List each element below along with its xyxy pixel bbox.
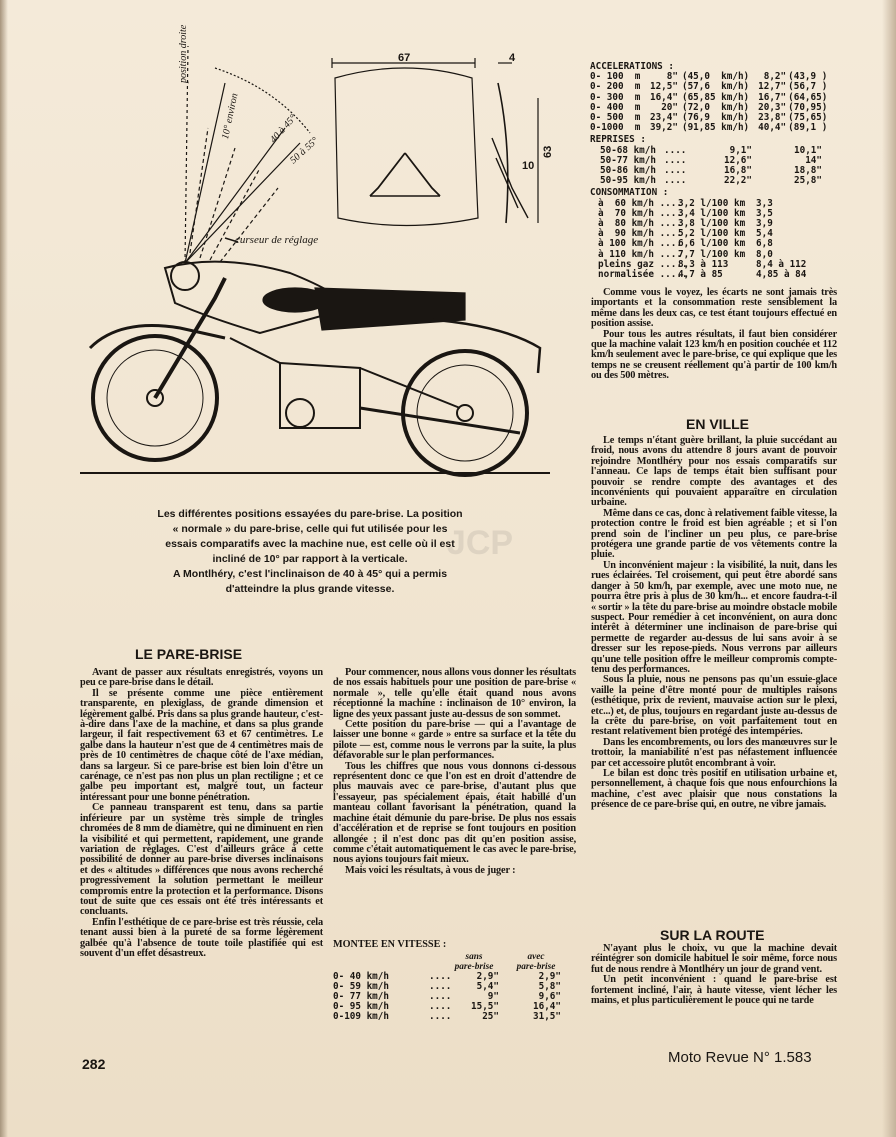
cell: 16,4": [649, 91, 678, 103]
cell: 9,6": [538, 990, 561, 1002]
results-tables: [590, 62, 842, 280]
paragraph: Un petit inconvénient : quand le pare-brise est fortement incliné, l'air, à haute vitesse, vient lécher les mains, et plus particulièrement le pouce qui ne tarde: [591, 974, 837, 1007]
cell: 4,7 à 85: [678, 269, 723, 281]
cell: 18,8": [794, 165, 822, 177]
paragraph: Pour tous les autres résultats, il faut bien considérer que la machine valait 123 km/h en position couchée et 112 km/h seulement avec le pare-brise, ce qui explique que les temps ne se creusent réellement qu'à partir de 100 km/h ou des 500 mètres.: [591, 328, 837, 382]
cell: normalisée .....: [598, 269, 688, 281]
cell: 31,5": [533, 1010, 561, 1022]
section-sur-la-route: [591, 944, 837, 1006]
cell: 5,8": [538, 981, 561, 993]
cell: 5,2 l/100 km: [678, 228, 746, 240]
cell: 0- 200 m: [590, 81, 641, 93]
cell: (45,0 km/h): [681, 71, 750, 83]
paragraph: Avant de passer aux résultats enregistrés, voyons un peu ce pare-brise dans le détail.: [80, 667, 323, 689]
dimension-curve: 4: [509, 52, 516, 64]
cell: à 70 km/h ....: [598, 207, 682, 219]
heading-en-ville: EN VILLE: [686, 416, 750, 432]
cell: ....: [664, 144, 687, 156]
paragraph: Tous les chiffres que nous vous donnons ci-dessous représentent donc ce que l'on est en droit d'attendre de plus mauvais avec ce pare-brise, d'autant plus que l'essayeur, pas spécialement épais, était habillé d'un manteau collant favorisant la pénétration, quand la machine était démunie du pare-brise. De plus nos essais d'accélération et de reprise se font toujours en position allongée ; il n'est donc pas dit qu'en position assise, comme c'était automatiquement le cas avec le pare-brise, nous ayions toujours fait mieux.: [333, 760, 576, 866]
acceleration-table: [590, 72, 842, 133]
cell: 20,3": [758, 101, 787, 113]
col-header-sans: sans: [465, 951, 483, 962]
acceleration-title: ACCELERATIONS :: [590, 61, 674, 72]
paragraph: Il se présente comme une pièce entièrement transparente, en plexiglass, de grande dimension et légèrement galbé. Pris dans sa plus grande hauteur, c'est-à-dire dans l'axe de la machine, et dans sa plus grande largeur, il fait respectivement 63 et 67 centimètres. Le galbe dans la hauteur n'est que de 4 centimètres mais de près de 10 centimètres de chaque côté de l'axe médian, dans sa largeur. Si ce pare-brise est bien loin d'être un carénage, ce n'est pas non plus un plan rectiligne ; et ce galbe peu important est, malgré tout, un facteur intéressant pour une bonne pénétration.: [80, 687, 323, 803]
cell: 50-77 km/h: [600, 154, 656, 166]
section-en-ville: [591, 436, 837, 811]
watermark-logo: JCP: [446, 524, 514, 562]
cell: 8,3 à 113: [678, 258, 729, 270]
cell: (56,7 ): [788, 81, 828, 93]
cell: 4,85 à 84: [756, 269, 807, 281]
label-position-droite: position droite: [178, 24, 189, 83]
paragraph: Sous la pluie, nous ne pensons pas qu'un essuie-glace vaille la peine d'être monté pour de multiples raisons (esthétique, prix de revient, mauvaise action sur le plexi, etc...) et, de plus, toujours en regardant juste au-dessus de la crête du pare-brise, on voit parfaitement tout en restant relativement bien protégé des intempéries.: [591, 674, 837, 738]
cell: à 60 km/h ....: [598, 197, 682, 209]
caption-line: A Montlhéry, c'est l'inclinaison de 40 à 45° qui a permis: [172, 568, 448, 580]
cell: 8,4 à 112: [756, 258, 807, 270]
magazine-issue: Moto Revue N° 1.583: [668, 1049, 812, 1066]
heading-le-pare-brise: LE PARE-BRISE: [135, 646, 243, 662]
cell: ....: [429, 1000, 452, 1012]
cell: 22,2": [724, 175, 752, 187]
caption-line: « normale » du pare-brise, celle qui fut utilisée pour les: [172, 523, 448, 535]
paragraph: Dans les encombrements, ou lors des manœuvres sur le trottoir, la maniabilité n'est pas néfastement influencée par cet accessoire plutôt encombrant à voir.: [591, 736, 837, 769]
cell: (76,9 km/h): [681, 112, 750, 124]
consommation-table: [590, 199, 842, 281]
cell: ....: [429, 990, 452, 1002]
acceleration-row: [590, 123, 842, 133]
montee-row: [333, 1012, 576, 1022]
reprises-title: REPRISES :: [590, 134, 646, 146]
dimension-width: 67: [398, 52, 411, 64]
cell: 50-95 km/h: [600, 175, 656, 187]
cell: (70,95): [788, 101, 828, 113]
label-cinquante-degres: 50 à 55°: [288, 135, 321, 167]
cell: 14": [805, 154, 822, 166]
cell: 3,9: [756, 218, 773, 230]
cell: (72,0 km/h): [681, 101, 750, 113]
consommation-title: CONSOMMATION :: [590, 187, 669, 199]
cell: 8,0: [756, 248, 773, 260]
cell: 16,8": [724, 165, 752, 177]
col-header-avec: avec: [527, 951, 545, 962]
cell: à 110 km/h ....: [598, 248, 682, 260]
cell: 40,4": [758, 122, 787, 134]
caption-line: incliné de 10° par rapport à la verticale.: [212, 553, 408, 565]
paragraph: Pour commencer, nous allons vous donner les résultats de nos essais habituels pour une position de pare-brise « normale », telle qu'elle était quand nous avons réceptionné la machine : inclinaison de 10° environ, la ligne des yeux passant juste au-dessus de son sommet.: [333, 667, 576, 720]
paragraph: Comme vous le voyez, les écarts ne sont jamais très importants et la consommation reste sensiblement la même dans les deux cas, ce test étant toujours effectué en position assise.: [591, 287, 837, 330]
cell: pleins gaz .....: [598, 258, 688, 270]
cell: 2,9": [476, 971, 499, 983]
cell: ....: [429, 1010, 452, 1022]
caption-line: Les différentes positions essayées du pare-brise. La position: [157, 508, 463, 520]
cell: 25": [482, 1010, 499, 1022]
paragraph: Ce panneau transparent est tenu, dans sa partie inférieure par un système très simple de tringles chromées de 8 mm de diamètre, qui ne diminuent en rien la visibilité et qui permettent, rapidement, une grande variation de réglages. C'est d'ailleurs grâce à cette possibilité de donner au pare-brise diverses inclinaisons et des « altitudes » différences que nous avons recherché progressivement la solution permettant le meilleur compromis entre la protection et la performance. Disons tout de suite que ces essais ont été très intéressants et concluants.: [80, 802, 323, 918]
cell: 0- 77 km/h: [333, 990, 389, 1002]
caption-line: essais comparatifs avec la machine nue, est celle où il est: [165, 538, 455, 550]
cell: 10,1": [794, 144, 822, 156]
cell: 50-68 km/h: [600, 144, 656, 156]
paragraph: Le temps n'étant guère brillant, la pluie succédant au froid, nous avons du attendre 8 jours avant de pouvoir rejoindre Montlhéry pour nos essais comparatifs sur l'anneau. Ce laps de temps était bien suffisant pour pouvoir se rendre compte des avantages et des inconvénients qui pouvaient apparaître en circulation urbaine.: [591, 435, 837, 509]
cell: à 90 km/h ....: [598, 228, 682, 240]
paragraph: Le bilan est donc très positif en utilisation urbaine et, personnellement, à chaque fois que nous enfourchions la machine, c'est avec plaisir que nous constations la présence de ce pare-brise qui, en outre, ne vibre jamais.: [591, 768, 837, 811]
cell: (43,9 ): [788, 71, 828, 83]
dimension-height: 63: [542, 145, 554, 158]
reprises-table: [590, 146, 842, 187]
reprise-row: [590, 176, 842, 186]
col-header-pare-brise: pare-brise: [516, 961, 556, 972]
cell: 15,5": [471, 1000, 499, 1012]
cell: 3,8 l/100 km: [678, 218, 746, 230]
cell: 7,7 l/100 km: [678, 248, 746, 260]
cell: 20": [661, 101, 678, 113]
paragraph: Enfin l'esthétique de ce pare-brise est très réussie, cela tenant aussi bien à la pureté de sa forme légèrement galbée qu'à l'absence de toute toile plastifiée qui est souvent d'un effet désastreux.: [80, 916, 323, 959]
paragraph: Un inconvénient majeur : la visibilité, la nuit, dans les rues éclairées. Tel croisement, qui peut être abordé sans danger à 50 km/h, par exemple, avec une moto nue, ne pourra être pris à plus de 30 km/h... et encore faudra-t-il « sortir » la tête du pare-brise au moindre obstacle mobile suspect. Pour remédier à cet inconvénient, on aura donc intérêt à déterminer une inclinaison de pare-brise qui permette de regarder au-dessus de lui sans avoir à se dresser sur les repose-pieds. Nous verrons par ailleurs qu'une telle position offre le meilleur compromis compte-tenu des performances.: [591, 559, 837, 675]
cell: (65,85 km/h): [681, 91, 750, 103]
page-number: 282: [82, 1056, 106, 1072]
cell: 39,2": [649, 122, 678, 134]
paragraph: N'ayant plus le choix, vu que la machine devait réintégrer son domicile habituel le soir même, force nous fut de nous rendre à Montlhéry un jour de grand vent.: [591, 943, 837, 975]
cell: ....: [429, 971, 452, 983]
cell: 6,6 l/100 km: [678, 238, 746, 250]
cell: (64,65): [788, 91, 828, 103]
cell: 9": [487, 990, 499, 1002]
cell: 0- 300 m: [590, 91, 641, 103]
cell: 23,4": [649, 112, 678, 124]
consommation-row: [590, 270, 842, 280]
label-dix-degres: 10° environ: [220, 92, 241, 141]
paragraph: Cette position du pare-brise — qui a l'avantage de laisser une bonne « garde » entre sa surface et la tête du pilote — est, comme nous le verrons par la suite, la plus défavorable sur le plan performances.: [333, 719, 576, 762]
cell: 0- 500 m: [590, 112, 641, 124]
cell: 0- 59 km/h: [333, 981, 389, 993]
cell: (75,65): [788, 112, 828, 124]
motorcycle-illustration: [60, 24, 585, 488]
cell: 0- 400 m: [590, 101, 641, 113]
cell: (89,1 ): [788, 122, 828, 134]
cell: 12,6": [724, 154, 752, 166]
label-quarante-degres: 40 à 45°: [268, 112, 299, 146]
montee-title: MONTEE EN VITESSE :: [333, 939, 447, 950]
cell: 8,2": [763, 71, 787, 83]
cell: ....: [429, 981, 452, 993]
montee-vitesse-table: [333, 940, 576, 1021]
cell: 5,4": [476, 981, 499, 993]
cell: 3,4 l/100 km: [678, 207, 746, 219]
col-header-pare-brise: pare-brise: [454, 961, 494, 972]
cell: 0- 100 m: [590, 71, 641, 83]
cell: 2,9": [538, 971, 561, 983]
cell: 0-1000 m: [590, 122, 641, 134]
illustration-caption: [140, 507, 480, 597]
cell: à 80 km/h ....: [598, 218, 682, 230]
section-resultats-intro: [333, 668, 576, 876]
cell: ....: [664, 175, 687, 187]
paragraph: Même dans ce cas, donc à relativement faible vitesse, la protection contre le froid est bien agréable ; et si l'on prend soin de l'incliner un peu plus, ce pare-brise protégera une grande partie de vos vêtements contre la pluie.: [591, 507, 837, 561]
cell: 25,8": [794, 175, 822, 187]
cell: (57,6 km/h): [681, 81, 750, 93]
cell: 12,7": [758, 81, 787, 93]
cell: 5,4: [756, 228, 773, 240]
cell: 3,3: [756, 197, 773, 209]
heading-sur-la-route: SUR LA ROUTE: [660, 927, 765, 943]
cell: (91,85 km/h): [681, 122, 750, 134]
cell: 12,5": [649, 81, 678, 93]
section-le-pare-brise: [80, 668, 323, 959]
cell: 23,8": [758, 112, 787, 124]
paragraph: Mais voici les résultats, à vous de juger :: [345, 864, 516, 876]
cell: 3,2 l/100 km: [678, 197, 746, 209]
results-commentary: [591, 288, 837, 382]
dimension-side-curve: 10: [522, 160, 535, 172]
caption-line: d'atteindre la plus grande vitesse.: [225, 583, 395, 595]
cell: 0- 95 km/h: [333, 1000, 389, 1012]
cell: 16,4": [533, 1000, 561, 1012]
cell: 6,8: [756, 238, 773, 250]
motorcycle-drawing: [60, 38, 585, 488]
cell: à 100 km/h ....: [598, 238, 682, 250]
cell: 0-109 km/h: [333, 1010, 389, 1022]
cell: 16,7": [758, 91, 787, 103]
cell: ....: [664, 165, 687, 177]
cell: 0- 40 km/h: [333, 971, 389, 983]
cell: 50-86 km/h: [600, 165, 656, 177]
cell: ....: [664, 154, 687, 166]
label-curseur-reglage: curseur de réglage: [235, 234, 319, 246]
cell: 8": [666, 71, 678, 83]
cell: 3,5: [756, 207, 773, 219]
montee-rows: [333, 972, 576, 1021]
cell: 9,1": [729, 144, 752, 156]
